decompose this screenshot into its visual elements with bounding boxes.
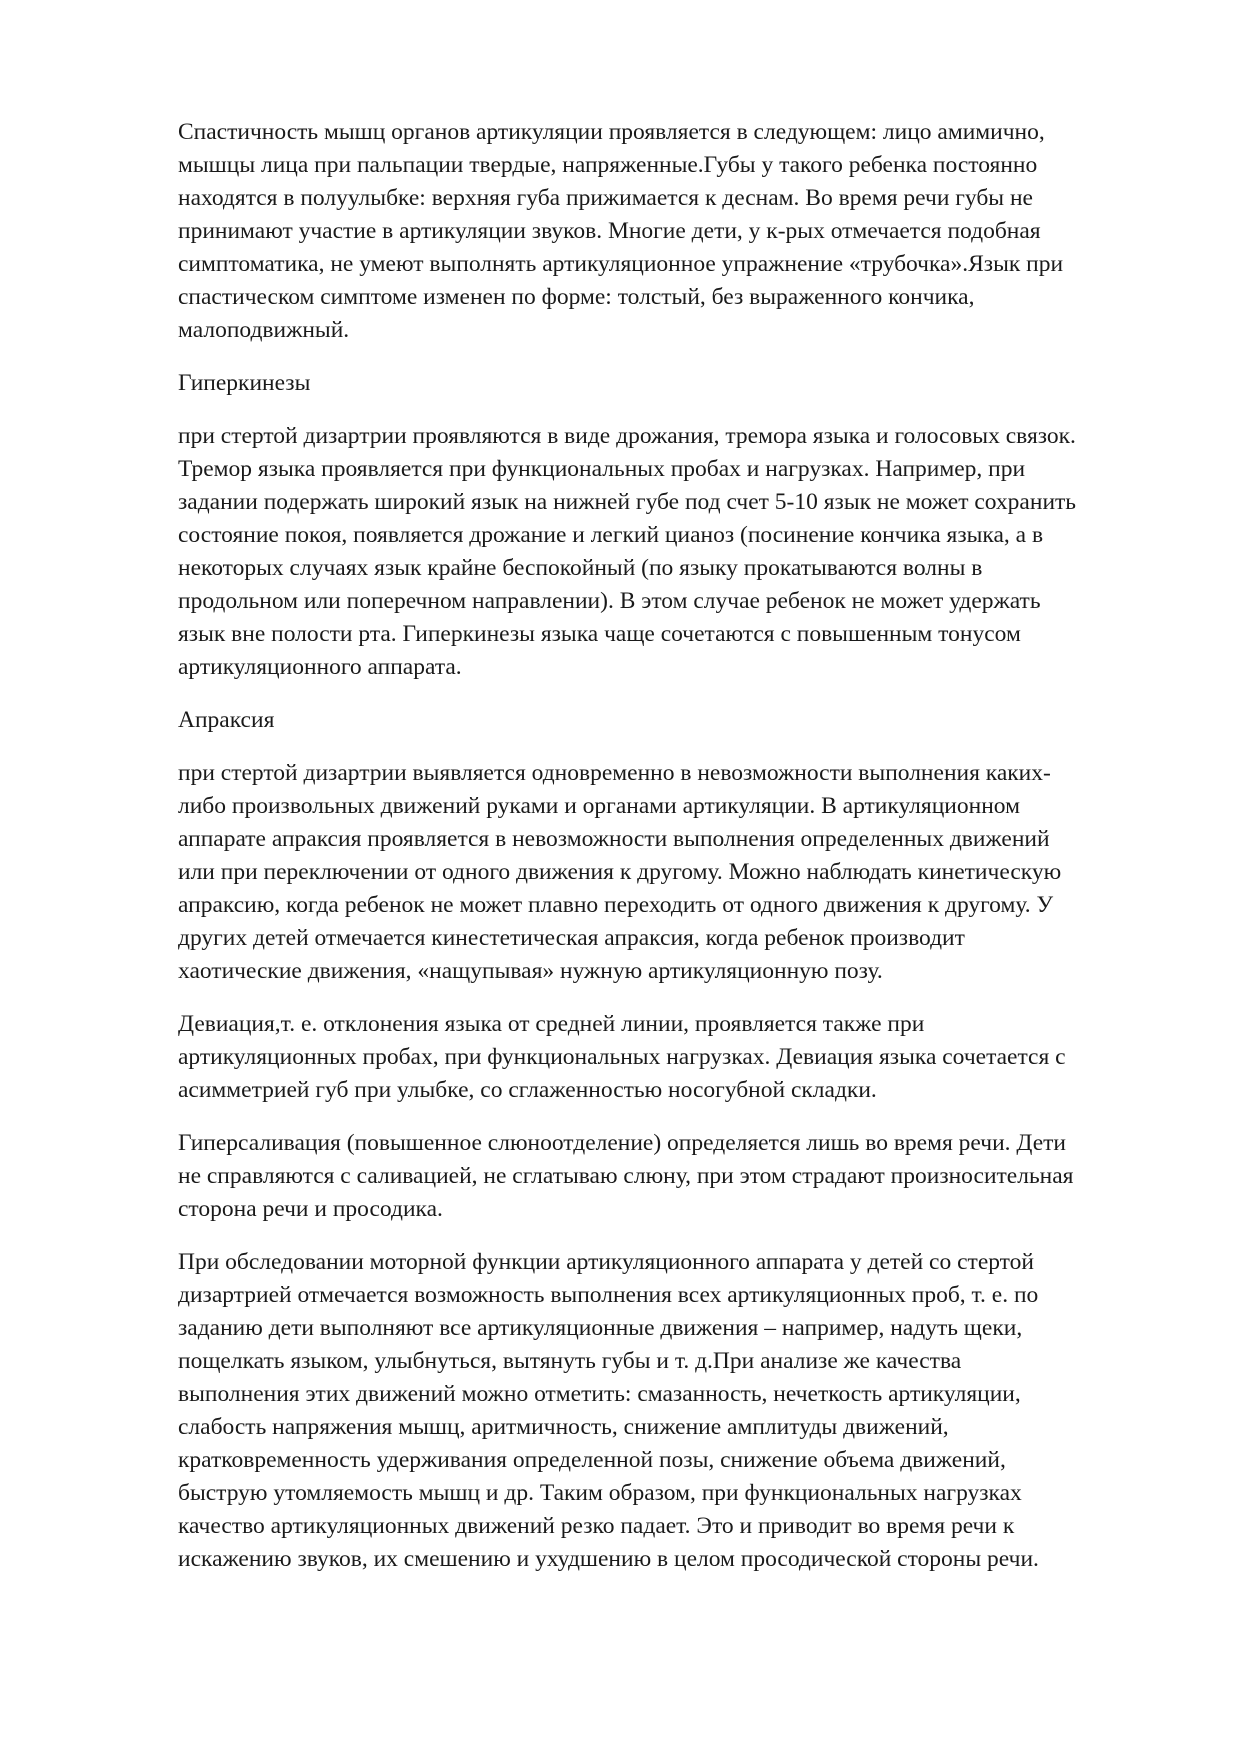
text-line: спастическом симптоме изменен по форме: толстый, без выраженного кончика, [178,284,975,310]
text-line: артикуляционных пробах, при функциональных нагрузках. Девиация языка сочетается с [178,1044,1066,1070]
text-line: при стертой дизартрии проявляются в виде дрожания, тремора языка и голосовых связок. [178,423,1076,449]
text-line: артикуляционного аппарата. [178,654,462,680]
heading-text: Апраксия [178,707,275,733]
text-line: Спастичность мышц органов артикуляции проявляется в следующем: лицо амимично, [178,119,1045,145]
text-line: некоторых случаях язык крайне беспокойный (по языку прокатываются волны в [178,555,983,581]
text-line: При обследовании моторной функции артикуляционного аппарата у детей со стертой [178,1249,1034,1275]
text-line: малоподвижный. [178,317,350,343]
text-line: задании подержать широкий язык на нижней губе под счет 5-10 язык не может сохранить [178,489,1077,515]
text-line: находятся в полуулыбке: верхняя губа прижимается к деснам. Во время речи губы не [178,185,1033,211]
text-line: слабость напряжения мышц, аритмичность, снижение амплитуды движений, [178,1414,949,1440]
text-line: при стертой дизартрии выявляется одновременно в невозможности выполнения каких- [178,760,1051,786]
text-line: дизартрией отмечается возможность выполнения всех артикуляционных проб, т. е. по [178,1282,1039,1308]
text-line: продольном или поперечном направлении). В этом случае ребенок не может удержать [178,588,1041,614]
text-line: апраксию, когда ребенок не может плавно переходить от одного движения к другому. У [178,892,1054,918]
document-body [178,116,1148,1596]
text-line: пощелкать языком, улыбнуться, вытянуть губы и т. д.При анализе же качества [178,1348,962,1374]
text-line: искажению звуков, их смешению и ухудшению в целом просодической стороны речи. [178,1546,1039,1572]
text-line: принимают участие в артикуляции звуков. Многие дети, у к-рых отмечается подобная [178,218,1041,244]
text-line: Девиация,т. е. отклонения языка от средней линии, проявляется также при [178,1011,925,1037]
section-heading-apraxia [178,704,1148,737]
text-line: качество артикуляционных движений резко падает. Это и приводит во время речи к [178,1513,1015,1539]
text-line: Гиперсаливация (повышенное слюноотделение) определяется лишь во время речи. Дети [178,1130,1066,1156]
text-line: Тремор языка проявляется при функциональных пробах и нагрузках. Например, при [178,456,1026,482]
paragraph-hyperkinesis [178,420,1148,684]
text-line: аппарате апраксия проявляется в невозможности выполнения определенных движений [178,826,1050,852]
text-line: мышцы лица при пальпации твердые, напряженные.Губы у такого ребенка постоянно [178,152,1038,178]
text-line: состояние покоя, появляется дрожание и легкий цианоз (посинение кончика языка, а в [178,522,1044,548]
paragraph-examination [178,1246,1148,1576]
paragraph-apraxia [178,757,1148,988]
paragraph-deviation [178,1008,1148,1107]
paragraph-spasticity [178,116,1148,347]
text-line: язык вне полости рта. Гиперкинезы языка чаще сочетаются с повышенным тонусом [178,621,1021,647]
text-line: кратковременность удерживания определенной позы, снижение объема движений, [178,1447,1006,1473]
text-line: выполнения этих движений можно отметить: смазанность, нечеткость артикуляции, [178,1381,1021,1407]
text-line: хаотические движения, «нащупывая» нужную артикуляционную позу. [178,958,883,984]
text-line: симптоматика, не умеют выполнять артикуляционное упражнение «трубочка».Язык при [178,251,1064,277]
text-line: или при переключении от одного движения к другому. Можно наблюдать кинетическую [178,859,1062,885]
text-line: заданию дети выполняют все артикуляционные движения – например, надуть щеки, [178,1315,1023,1341]
paragraph-hypersalivation [178,1127,1148,1226]
section-heading-hyperkinesis [178,367,1148,400]
heading-text: Гиперкинезы [178,370,311,396]
text-line: других детей отмечается кинестетическая апраксия, когда ребенок производит [178,925,965,951]
text-line: быструю утомляемость мышц и др. Таким образом, при функциональных нагрузках [178,1480,1022,1506]
text-line: не справляются с саливацией, не сглатываю слюну, при этом страдают произносительная [178,1163,1074,1189]
text-line: сторона речи и просодика. [178,1196,443,1222]
text-line: либо произвольных движений руками и органами артикуляции. В артикуляционном [178,793,1020,819]
text-line: асимметрией губ при улыбке, со сглаженностью носогубной складки. [178,1077,877,1103]
